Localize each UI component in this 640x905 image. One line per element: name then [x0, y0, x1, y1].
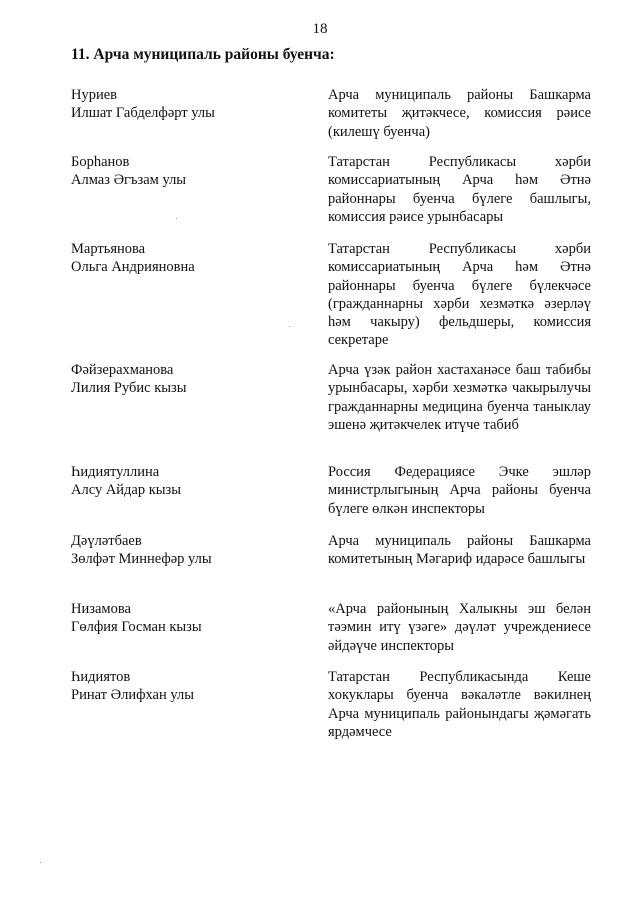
page-number: 18: [312, 21, 328, 37]
member-surname: Һидиятуллина: [71, 464, 160, 480]
scan-speck: [289, 326, 290, 327]
member-role: «Арча районының Халыкны эш белән тәэмин итү үзәге» дәүләт учреждениесе әйдәүче инспекторы: [328, 601, 591, 654]
commission-member: [71, 361, 591, 434]
member-role: Татарстан Республикасы хәрби комиссариатының Арча һәм Әтнә районнары буенча бүлеге башлыгы, комиссия рәисе урынбасары: [328, 154, 591, 225]
member-surname: Һидиятов: [71, 669, 131, 685]
member-name: [71, 361, 311, 434]
member-role: Россия Федерациясе Эчке эшләр министрлыгының Арча районы буенча бүлеге өлкән инспекторы: [328, 464, 591, 517]
member-name: [71, 240, 311, 350]
member-name: [71, 532, 311, 569]
commission-member: [71, 153, 591, 226]
member-given-name: Лилия Рубис кызы: [71, 380, 187, 396]
member-name: [71, 463, 311, 518]
member-surname: Нуриев: [71, 87, 118, 103]
scan-speck: [40, 862, 41, 863]
member-name: [71, 153, 311, 226]
member-given-name: Зөлфәт Миннефәр улы: [71, 551, 212, 567]
member-name: [71, 668, 311, 741]
member-given-name: Ольга Андрияновна: [71, 259, 195, 275]
commission-member: [71, 86, 591, 141]
commission-member: [71, 463, 591, 518]
member-surname: Борһанов: [71, 154, 130, 170]
member-role: Арча муниципаль районы Башкарма комитеты җитәкчесе, комиссия рәисе (килешү буенча): [328, 87, 591, 140]
commission-member: [71, 668, 591, 741]
member-given-name: Алсу Айдар кызы: [71, 482, 182, 498]
member-surname: Низамова: [71, 601, 131, 617]
member-surname: Фәйзерахманова: [71, 362, 174, 378]
member-name: [71, 86, 311, 141]
member-given-name: Алмаз Әгъзам улы: [71, 172, 187, 188]
member-surname: Дәүләтбаев: [71, 533, 142, 549]
section-title: 11. Арча муниципаль районы буенча:: [71, 46, 335, 63]
member-role: Арча муниципаль районы Башкарма комитетының Мәгариф идарәсе башлыгы: [328, 533, 591, 568]
member-given-name: Ринат Әлифхан улы: [71, 687, 194, 703]
member-given-name: Гөлфия Госман кызы: [71, 619, 202, 635]
member-role: Татарстан Республикасында Кеше хокуклары буенча вәкаләтле вәкилнең Арча муниципаль районындагы җәмәгать ярдәмчесе: [328, 669, 591, 740]
scan-speck: [176, 218, 177, 219]
member-role: Арча үзәк район хастаханәсе баш табибы урынбасары, хәрби хезмәткә чакырылучы гражданнарны медицина буенча таныклау эшенә җитәкчелек итүче табиб: [328, 362, 591, 433]
member-given-name: Илшат Габделфәрт улы: [71, 105, 215, 121]
commission-member: [71, 600, 591, 655]
member-surname: Мартьянова: [71, 241, 146, 257]
commission-member: [71, 532, 591, 569]
member-name: [71, 600, 311, 655]
member-role: Татарстан Республикасы хәрби комиссариатының Арча һәм Әтнә районнары буенча бүлеге бүлекчәсе (гражданнарны хәрби хезмәткә әзерләү һәм чакыру) фельдшеры, комиссия секретаре: [328, 241, 591, 349]
commission-member: [71, 240, 591, 350]
